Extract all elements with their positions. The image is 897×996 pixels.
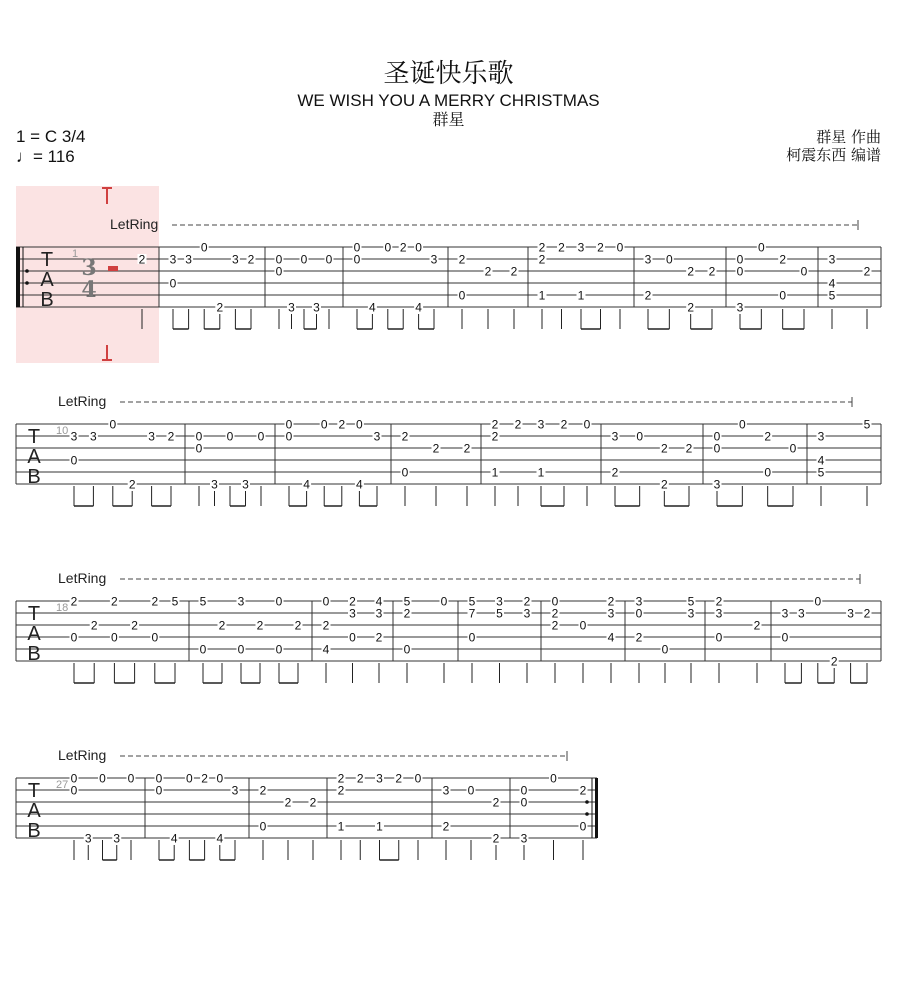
fret-number: 3 bbox=[70, 429, 78, 444]
repeat-dot bbox=[25, 281, 29, 285]
fret-number: 3 bbox=[84, 831, 92, 846]
fret-number: 3 bbox=[148, 429, 155, 444]
fret-number: 3 bbox=[828, 252, 836, 267]
tab-clef-letter: T bbox=[27, 426, 41, 448]
fret-number: 2 bbox=[635, 630, 643, 645]
fret-number: 0 bbox=[259, 819, 267, 834]
fret-number: 2 bbox=[660, 441, 668, 456]
fret-number: 2 bbox=[322, 618, 330, 633]
fret-number: 0 bbox=[616, 240, 624, 255]
fret-number: 4 bbox=[322, 642, 330, 657]
fret-number: 0 bbox=[636, 429, 644, 444]
fret-number: 2 bbox=[644, 288, 652, 303]
fret-number: 2 bbox=[708, 264, 716, 279]
fret-number: 3 bbox=[442, 783, 450, 798]
fret-number: 0 bbox=[285, 417, 293, 432]
fret-number: 3 bbox=[288, 300, 295, 315]
fret-number: 0 bbox=[322, 594, 330, 609]
fret-number: 2 bbox=[356, 771, 364, 786]
fret-number: 0 bbox=[635, 606, 643, 621]
fret-number: 3 bbox=[90, 429, 97, 444]
fret-number: 2 bbox=[687, 300, 695, 315]
fret-number: 0 bbox=[151, 630, 159, 645]
fret-number: 4 bbox=[170, 831, 178, 846]
fret-number: 0 bbox=[285, 429, 293, 444]
fret-number: 1 bbox=[537, 465, 545, 480]
fret-number: 2 bbox=[484, 264, 492, 279]
fret-number: 0 bbox=[467, 783, 475, 798]
fret-number: 0 bbox=[257, 429, 265, 444]
fret-number: 0 bbox=[275, 594, 283, 609]
fret-number: 2 bbox=[458, 252, 466, 267]
fret-number: 0 bbox=[579, 618, 587, 633]
let-ring-label: LetRing bbox=[58, 747, 107, 763]
fret-number: 2 bbox=[764, 429, 772, 444]
fret-number: 3 bbox=[736, 300, 744, 315]
fret-number: 3 bbox=[430, 252, 438, 267]
fret-number: 2 bbox=[753, 618, 761, 633]
fret-number: 3 bbox=[373, 429, 381, 444]
let-ring-label: LetRing bbox=[110, 216, 159, 232]
fret-number: 2 bbox=[551, 606, 559, 621]
fret-number: 0 bbox=[320, 417, 328, 432]
fret-number: 3 bbox=[349, 606, 356, 621]
fret-number: 5 bbox=[828, 288, 836, 303]
fret-number: 0 bbox=[814, 594, 822, 609]
fret-number: 3 bbox=[781, 606, 789, 621]
fret-number: 0 bbox=[468, 630, 476, 645]
fret-number: 0 bbox=[520, 795, 528, 810]
fret-number: 4 bbox=[369, 300, 376, 315]
measure-number: 27 bbox=[56, 779, 69, 791]
fret-number: 2 bbox=[551, 618, 559, 633]
fret-number: 2 bbox=[131, 618, 138, 633]
fret-number: 0 bbox=[275, 642, 283, 657]
fret-number: 2 bbox=[375, 630, 383, 645]
fret-number: 3 bbox=[520, 831, 528, 846]
fret-number: 5 bbox=[171, 594, 179, 609]
fret-number: 0 bbox=[127, 771, 135, 786]
fret-number: 2 bbox=[90, 618, 98, 633]
fret-number: 0 bbox=[200, 240, 208, 255]
fret-number: 0 bbox=[226, 429, 234, 444]
fret-number: 2 bbox=[863, 264, 871, 279]
fret-number: 0 bbox=[764, 465, 772, 480]
fret-number: 2 bbox=[338, 417, 346, 432]
fret-number: 0 bbox=[789, 441, 797, 456]
fret-number: 1 bbox=[491, 465, 499, 480]
fret-number: 0 bbox=[356, 417, 363, 432]
tab-clef-letter: A bbox=[27, 446, 41, 468]
fret-number: 2 bbox=[284, 795, 292, 810]
fret-number: 2 bbox=[579, 783, 587, 798]
fret-number: 3 bbox=[715, 606, 723, 621]
fret-number: 2 bbox=[256, 618, 264, 633]
fret-number: 1 bbox=[337, 819, 345, 834]
composer-credit: 群星 作曲 bbox=[816, 128, 881, 146]
fret-number: 2 bbox=[151, 594, 159, 609]
measure-number: 1 bbox=[72, 248, 79, 260]
fret-number: 3 bbox=[577, 240, 585, 255]
fret-number: 3 bbox=[231, 783, 239, 798]
time-signature-top: 3 bbox=[81, 255, 97, 281]
tab-clef-letter: T bbox=[27, 603, 41, 625]
fret-number: 2 bbox=[538, 252, 546, 267]
fret-number: 2 bbox=[201, 771, 208, 786]
fret-number: 0 bbox=[800, 264, 808, 279]
fret-number: 0 bbox=[70, 783, 78, 798]
tempo-marking: ♩= 116 bbox=[16, 147, 75, 166]
fret-number: 2 bbox=[432, 441, 440, 456]
tab-clef-letter: A bbox=[40, 269, 54, 291]
fret-number: 4 bbox=[303, 477, 310, 492]
fret-number: 2 bbox=[863, 606, 871, 621]
time-signature-bottom: 4 bbox=[81, 277, 97, 303]
fret-number: 3 bbox=[607, 606, 615, 621]
fret-number: 2 bbox=[687, 264, 695, 279]
fret-number: 2 bbox=[607, 594, 615, 609]
fret-number: 2 bbox=[247, 252, 255, 267]
fret-number: 2 bbox=[685, 441, 693, 456]
fret-number: 4 bbox=[375, 594, 383, 609]
fret-number: 3 bbox=[847, 606, 854, 621]
fret-number: 0 bbox=[195, 441, 203, 456]
fret-number: 2 bbox=[128, 477, 136, 492]
fret-number: 2 bbox=[111, 594, 118, 609]
repeat-start-bar bbox=[16, 247, 20, 307]
fret-number: 0 bbox=[70, 771, 78, 786]
fret-number: 2 bbox=[349, 594, 356, 609]
tab-clef-letter: B bbox=[27, 466, 41, 488]
fret-number: 3 bbox=[375, 606, 383, 621]
fret-number: 2 bbox=[492, 831, 500, 846]
fret-number: 0 bbox=[353, 252, 361, 267]
fret-number: 2 bbox=[337, 783, 345, 798]
fret-number: 5 bbox=[863, 417, 871, 432]
fret-number: 2 bbox=[167, 429, 175, 444]
fret-number: 2 bbox=[463, 441, 471, 456]
fret-number: 3 bbox=[713, 477, 721, 492]
fret-number: 2 bbox=[560, 417, 568, 432]
song-title: 圣诞快乐歌 bbox=[383, 59, 514, 89]
fret-number: 0 bbox=[275, 252, 283, 267]
repeat-dot bbox=[25, 269, 29, 273]
let-ring-label: LetRing bbox=[58, 570, 107, 586]
fret-number: 0 bbox=[403, 642, 411, 657]
fret-number: 2 bbox=[294, 618, 302, 633]
fret-number: 1 bbox=[577, 288, 585, 303]
fret-number: 0 bbox=[169, 276, 177, 291]
fret-number: 2 bbox=[138, 252, 146, 267]
fret-number: 2 bbox=[491, 417, 499, 432]
tab-clef-letter: T bbox=[40, 249, 54, 271]
fret-number: 0 bbox=[661, 642, 669, 657]
fret-number: 2 bbox=[218, 618, 226, 633]
fret-number: 2 bbox=[779, 252, 787, 267]
repeat-end-bar bbox=[595, 778, 598, 838]
fret-number: 0 bbox=[70, 630, 78, 645]
fret-number: 2 bbox=[401, 429, 409, 444]
fret-number: 4 bbox=[415, 300, 422, 315]
fret-number: 2 bbox=[491, 429, 499, 444]
fret-number: 0 bbox=[401, 465, 409, 480]
fret-number: 5 bbox=[496, 606, 503, 621]
fret-number: 0 bbox=[99, 771, 106, 786]
fret-number: 0 bbox=[520, 783, 528, 798]
fret-number: 2 bbox=[830, 654, 838, 669]
fret-number: 5 bbox=[403, 594, 411, 609]
fret-number: 3 bbox=[644, 252, 652, 267]
fret-number: 2 bbox=[558, 240, 565, 255]
tab-clef-letter: T bbox=[27, 780, 41, 802]
fret-number: 1 bbox=[376, 819, 383, 834]
fret-number: 0 bbox=[583, 417, 591, 432]
fret-number: 0 bbox=[155, 771, 163, 786]
fret-number: 4 bbox=[216, 831, 224, 846]
fret-number: 3 bbox=[635, 594, 643, 609]
fret-number: 5 bbox=[817, 465, 825, 480]
fret-number: 0 bbox=[70, 453, 78, 468]
song-subtitle: WE WISH YOU A MERRY CHRISTMAS bbox=[297, 91, 600, 110]
fret-number: 5 bbox=[199, 594, 207, 609]
fret-number: 3 bbox=[313, 300, 320, 315]
fret-number: 2 bbox=[442, 819, 450, 834]
fret-number: 5 bbox=[468, 594, 476, 609]
measure-number: 10 bbox=[56, 425, 69, 437]
fret-number: 0 bbox=[275, 264, 283, 279]
key-signature: 1 = C 3/4 bbox=[16, 127, 86, 146]
fret-number: 0 bbox=[353, 240, 361, 255]
fret-number: 0 bbox=[199, 642, 207, 657]
fret-number: 2 bbox=[70, 594, 78, 609]
fret-number: 3 bbox=[496, 594, 503, 609]
fret-number: 0 bbox=[414, 771, 422, 786]
fret-number: 0 bbox=[384, 240, 392, 255]
fret-number: 0 bbox=[736, 264, 744, 279]
fret-number: 2 bbox=[660, 477, 668, 492]
fret-number: 3 bbox=[817, 429, 825, 444]
fret-number: 2 bbox=[337, 771, 345, 786]
fret-number: 3 bbox=[113, 831, 121, 846]
fret-number: 0 bbox=[300, 252, 308, 267]
fret-number: 0 bbox=[440, 594, 448, 609]
fret-number: 0 bbox=[550, 771, 557, 786]
fret-number: 3 bbox=[242, 477, 249, 492]
fret-number: 0 bbox=[757, 240, 765, 255]
fret-number: 2 bbox=[611, 465, 619, 480]
fret-number: 4 bbox=[817, 453, 825, 468]
fret-number: 0 bbox=[195, 429, 203, 444]
fret-number: 2 bbox=[309, 795, 317, 810]
fret-number: 3 bbox=[523, 606, 531, 621]
fret-number: 0 bbox=[109, 417, 117, 432]
fret-number: 2 bbox=[514, 417, 522, 432]
fret-number: 0 bbox=[155, 783, 163, 798]
fret-number: 0 bbox=[186, 771, 193, 786]
fret-number: 0 bbox=[551, 594, 559, 609]
fret-number: 3 bbox=[185, 252, 192, 267]
repeat-dot bbox=[585, 800, 589, 804]
tab-clef-letter: B bbox=[40, 289, 54, 311]
fret-number: 2 bbox=[492, 795, 500, 810]
fret-number: 3 bbox=[376, 771, 383, 786]
fret-number: 2 bbox=[597, 240, 604, 255]
fret-number: 0 bbox=[779, 288, 787, 303]
arranger-credit: 柯震东西 编谱 bbox=[786, 146, 881, 164]
fret-number: 3 bbox=[537, 417, 545, 432]
fret-number: 2 bbox=[510, 264, 518, 279]
fret-number: 2 bbox=[216, 300, 224, 315]
fret-number: 0 bbox=[216, 771, 224, 786]
tab-clef-letter: A bbox=[27, 800, 41, 822]
fret-number: 0 bbox=[111, 630, 118, 645]
fret-number: 0 bbox=[715, 630, 723, 645]
tab-clef-letter: B bbox=[27, 643, 41, 665]
fret-number: 0 bbox=[325, 252, 333, 267]
fret-number: 0 bbox=[713, 429, 721, 444]
fret-number: 2 bbox=[259, 783, 267, 798]
fret-number: 3 bbox=[169, 252, 177, 267]
fret-number: 0 bbox=[415, 240, 422, 255]
fret-number: 2 bbox=[403, 606, 411, 621]
tab-clef-letter: B bbox=[27, 820, 41, 842]
fret-number: 0 bbox=[349, 630, 356, 645]
fret-number: 0 bbox=[579, 819, 587, 834]
fret-number: 0 bbox=[713, 441, 721, 456]
fret-number: 5 bbox=[687, 594, 695, 609]
fret-number: 4 bbox=[356, 477, 363, 492]
fret-number: 1 bbox=[538, 288, 546, 303]
fret-number: 2 bbox=[715, 594, 723, 609]
fret-number: 3 bbox=[798, 606, 805, 621]
fret-number: 3 bbox=[211, 477, 218, 492]
rest-mark bbox=[108, 266, 118, 271]
fret-number: 3 bbox=[611, 429, 619, 444]
fret-number: 2 bbox=[395, 771, 403, 786]
fret-number: 0 bbox=[665, 252, 673, 267]
measure-number: 18 bbox=[56, 602, 69, 614]
fret-number: 3 bbox=[687, 606, 695, 621]
fret-number: 2 bbox=[523, 594, 531, 609]
fret-number: 0 bbox=[458, 288, 466, 303]
fret-number: 0 bbox=[736, 252, 744, 267]
repeat-dot bbox=[585, 812, 589, 816]
fret-number: 0 bbox=[237, 642, 245, 657]
let-ring-label: LetRing bbox=[58, 393, 107, 409]
song-artist: 群星 bbox=[432, 110, 465, 129]
fret-number: 0 bbox=[738, 417, 746, 432]
fret-number: 3 bbox=[232, 252, 239, 267]
tab-clef-letter: A bbox=[27, 623, 41, 645]
fret-number: 0 bbox=[781, 630, 789, 645]
fret-number: 4 bbox=[607, 630, 615, 645]
fret-number: 2 bbox=[399, 240, 407, 255]
fret-number: 4 bbox=[828, 276, 836, 291]
fret-number: 7 bbox=[468, 606, 476, 621]
fret-number: 3 bbox=[237, 594, 245, 609]
fret-number: 2 bbox=[538, 240, 546, 255]
